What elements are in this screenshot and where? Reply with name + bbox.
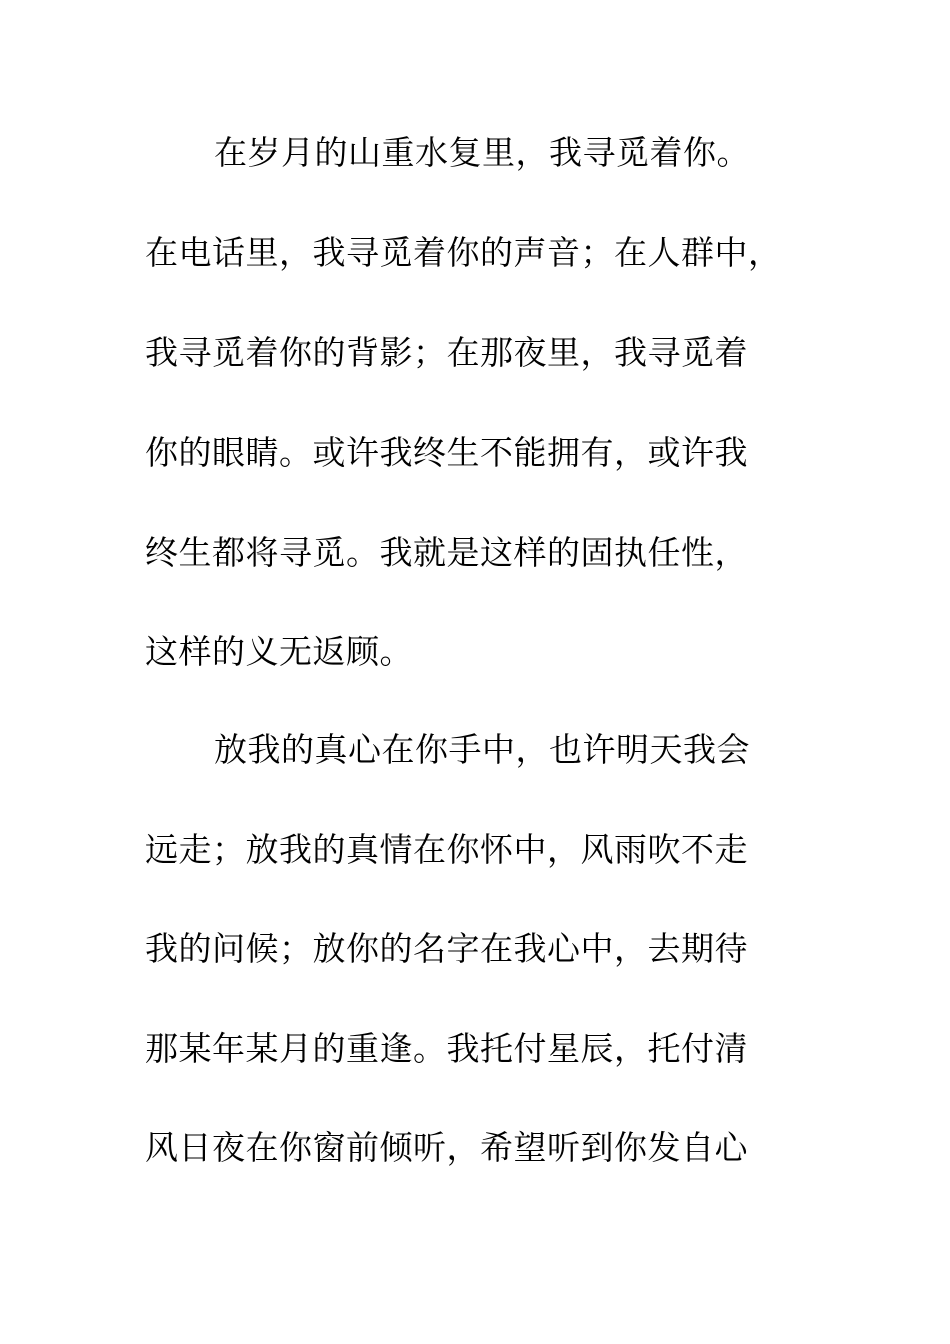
paragraph-2-line-3: 我的问候；放你的名字在我心中，去期待 (145, 929, 748, 968)
paragraph-2-line-2: 远走；放我的真情在你怀中，风雨吹不走 (145, 830, 748, 869)
paragraph-1-line-6: 这样的义无返顾。 (145, 632, 413, 671)
paragraph-1-line-2: 在电话里，我寻觅着你的声音；在人群中， (145, 233, 782, 272)
paragraph-1-line-1: 在岁月的山重水复里，我寻觅着你。 (214, 133, 750, 172)
paragraph-1-line-4: 你的眼睛。或许我终生不能拥有，或许我 (145, 433, 748, 472)
paragraph-2-line-5: 风日夜在你窗前倾听，希望听到你发自心 (145, 1128, 748, 1167)
paragraph-1-line-3: 我寻觅着你的背影；在那夜里，我寻觅着 (145, 333, 748, 372)
paragraph-2-line-1: 放我的真心在你手中，也许明天我会 (214, 730, 750, 769)
paragraph-1-line-5: 终生都将寻觅。我就是这样的固执任性， (145, 533, 748, 572)
paragraph-2-line-4: 那某年某月的重逢。我托付星辰，托付清 (145, 1029, 748, 1068)
